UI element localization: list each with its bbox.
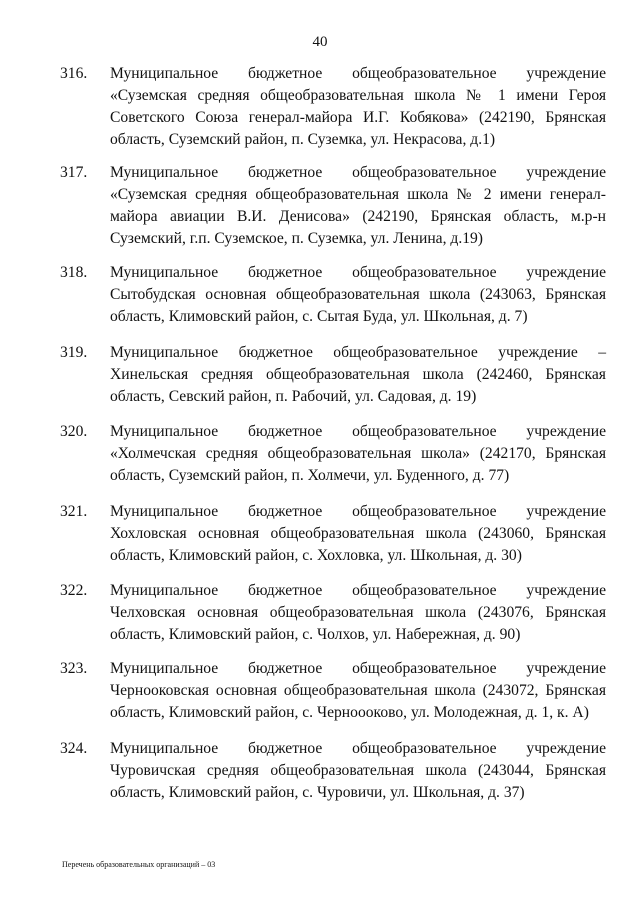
entry-number: 320. [60,423,88,440]
entry-number: 318. [60,264,88,281]
list-item [60,421,606,487]
entry-number: 317. [60,164,88,181]
entry-text: Муниципальное бюджетное общеобразовательное учреждение Челховская основная общеобразовательная школа (243076, Брянская область, Климовский район, с. Чолхов, ул. Набережная, д. 90) [110,582,606,643]
entry-text: Муниципальное бюджетное общеобразовательное учреждение Хохловская основная общеобразовательная школа (243060, Брянская область, Климовский район, с. Хохловка, ул. Школьная, д. 30) [110,503,606,564]
entry-text: Муниципальное бюджетное общеобразовательное учреждение Чернооковская основная общеобразовательная школа (243072, Брянская область, Климовский район, с. Черноооково, ул. Молодежная, д. 1, к. А) [110,660,606,721]
list-item [60,63,606,151]
entry-text: Муниципальное бюджетное общеобразовательное учреждение «Суземская средняя общеобразовательная школа № 2 имени генерал-майора авиации В.И. Денисова» (242190, Брянская область, м.р-н Суземский, г.п. Суземское, п. Суземка, ул. Ленина, д.19) [110,164,606,247]
entry-number: 323. [60,660,88,677]
list-item [60,658,606,724]
entry-text: Муниципальное бюджетное общеобразовательное учреждение «Холмечская средняя общеобразовательная школа» (242170, Брянская область, Суземский район, п. Холмечи, ул. Буденного, д. 77) [110,423,606,484]
entry-text: Муниципальное бюджетное общеобразовательное учреждение «Суземская средняя общеобразовательная школа № 1 имени Героя Советского Союза генерал-майора И.Г. Кобякова» (242190, Брянская область, Суземский район, п. Суземка, ул. Некрасова, д.1) [110,65,606,148]
entry-number: 324. [60,740,88,757]
list-item [60,162,606,250]
entry-number: 322. [60,582,88,599]
page-footer: Перечень образовательных организаций – 03 [62,860,216,869]
list-item [60,342,606,408]
list-item [60,501,606,567]
entry-number: 319. [60,344,88,361]
page-number: 40 [312,34,328,50]
entry-text: Муниципальное бюджетное общеобразовательное учреждение Чуровичская средняя общеобразовательная школа (243044, Брянская область, Климовский район, с. Чуровичи, ул. Школьная, д. 37) [110,740,606,801]
entry-number: 316. [60,65,88,82]
entry-number: 321. [60,503,88,520]
entry-text: Муниципальное бюджетное общеобразовательное учреждение Сытобудская основная общеобразовательная школа (243063, Брянская область, Климовский район, с. Сытая Буда, ул. Школьная, д. 7) [110,264,606,325]
entry-text: Муниципальное бюджетное общеобразовательное учреждение – Хинельская средняя общеобразовательная школа (242460, Брянская область, Севский район, п. Рабочий, ул. Садовая, д. 19) [110,344,606,405]
list-item [60,262,606,328]
list-item [60,580,606,646]
list-item [60,738,606,804]
